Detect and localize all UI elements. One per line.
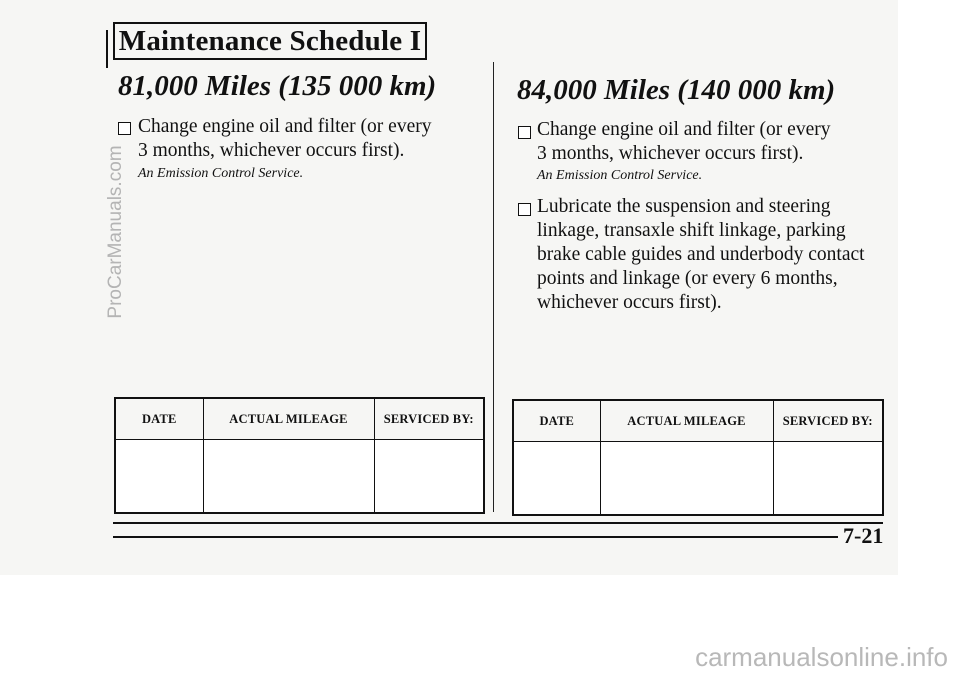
side-watermark: ProCarManuals.com bbox=[105, 145, 126, 319]
footer-rule-bottom bbox=[113, 536, 838, 538]
left-section-heading: 81,000 Miles (135 000 km) bbox=[118, 70, 437, 102]
serviced-by-column-header: SERVICED BY: bbox=[374, 398, 484, 440]
checkbox-icon[interactable] bbox=[518, 203, 531, 216]
left-emission-note: An Emission Control Service. bbox=[138, 166, 304, 181]
checkbox-icon[interactable] bbox=[118, 122, 131, 135]
right-item-lubricate-text: Lubricate the suspension and steering linkage, transaxle shift linkage, parking brake cable guides and underbody contact points and linkage (or every 6 months, whichever occurs first). bbox=[537, 196, 865, 313]
column-divider bbox=[493, 62, 494, 512]
page-number: 7-21 bbox=[843, 523, 884, 548]
checkbox-icon[interactable] bbox=[518, 126, 531, 139]
date-entry-cell[interactable] bbox=[115, 440, 203, 514]
footer-rule-top bbox=[113, 522, 883, 524]
mileage-entry-cell[interactable] bbox=[203, 440, 374, 514]
left-service-record-table bbox=[114, 397, 485, 514]
bottom-watermark: carmanualsonline.info bbox=[695, 642, 948, 672]
mileage-entry-cell[interactable] bbox=[600, 442, 773, 516]
right-service-record-table bbox=[512, 399, 884, 516]
date-column-header: DATE bbox=[115, 398, 203, 440]
right-item-oil-change-text: Change engine oil and filter (or every 3 months, whichever occurs first). bbox=[537, 119, 831, 164]
serviced-by-entry-cell[interactable] bbox=[773, 442, 883, 516]
date-column-header: DATE bbox=[513, 400, 600, 442]
date-entry-cell[interactable] bbox=[513, 442, 600, 516]
left-item-oil-change bbox=[138, 115, 431, 163]
right-item-oil-change bbox=[537, 118, 830, 166]
actual-mileage-column-header: ACTUAL MILEAGE bbox=[203, 398, 374, 440]
serviced-by-entry-cell[interactable] bbox=[374, 440, 484, 514]
right-item-lubricate bbox=[537, 195, 865, 315]
right-emission-note: An Emission Control Service. bbox=[537, 168, 703, 183]
actual-mileage-column-header: ACTUAL MILEAGE bbox=[600, 400, 773, 442]
serviced-by-column-header: SERVICED BY: bbox=[773, 400, 883, 442]
page-title: Maintenance Schedule I bbox=[113, 22, 427, 60]
right-section-heading: 84,000 Miles (140 000 km) bbox=[517, 74, 836, 106]
left-item-oil-change-text: Change engine oil and filter (or every 3 months, whichever occurs first). bbox=[138, 116, 432, 161]
